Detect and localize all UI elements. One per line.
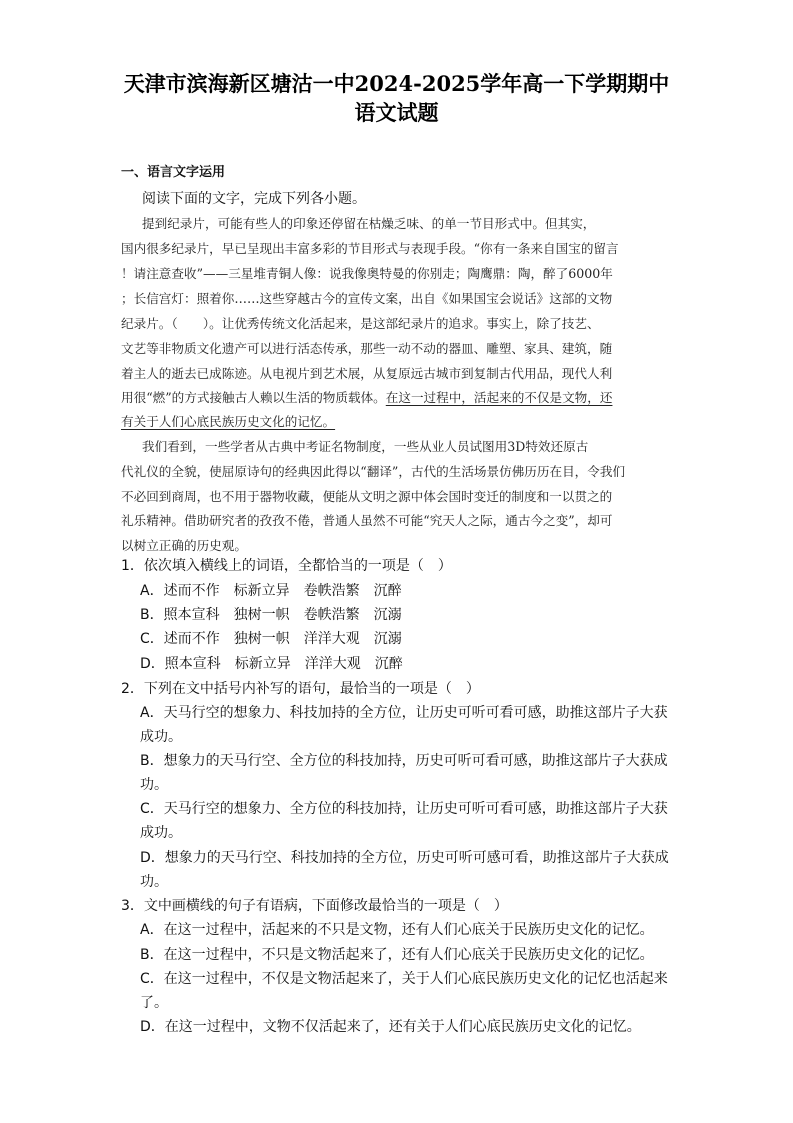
option-d: D．想象力的天马行空、科技加持的全方位，历史可听可感可看，助推这部片子大获成 <box>140 850 669 866</box>
passage-line: 不必回到商周，也不用于器物收藏，便能从文明之源中体会国时变迁的制度和一以贯之的 <box>121 489 613 504</box>
passage-line: 我们看到，一些学者从古典中考证名物制度，一些从业人员试图用3D特效还原古 <box>142 439 589 454</box>
section-heading: 一、语言文字运用 <box>121 165 226 180</box>
passage-line: 代礼仪的全貌，使屈原诗句的经典因此得以“翻译”，古代的生活场景仿佛历历在目，令我们 <box>121 464 626 479</box>
passage-line: 国内很多纪录片，早已呈现出丰富多彩的节目形式与表现手段。“你有一条来自国宝的留言 <box>121 241 619 256</box>
option-b: B．想象力的天马行空、全方位的科技加持，历史可听可看可感，助推这部片子大获成 <box>140 753 668 769</box>
option-c: C．述而不作 独树一帜 洋洋大观 沉溺 <box>140 631 402 647</box>
option-b: B．在这一过程中，不只是文物活起来了，还有人们心底关于民族历史文化的记忆。 <box>140 947 654 963</box>
option-a: A．天马行空的想象力、科技加持的全方位，让历史可听可看可感，助推这部片子大获 <box>140 705 668 721</box>
option-d: D．照本宣科 标新立异 洋洋大观 沉醉 <box>140 656 403 672</box>
option-c-cont: 了。 <box>140 995 168 1011</box>
option-b-cont: 功。 <box>140 777 168 793</box>
option-a-cont: 成功。 <box>140 729 182 745</box>
question-stem: 2．下列在文中括号内补写的语句，最恰当的一项是（ ） <box>121 681 480 697</box>
passage-line <box>121 389 612 407</box>
passage-line: 提到纪录片，可能有些人的印象还停留在枯燥乏味、的单一节目形式中。但其实， <box>142 216 596 231</box>
instruction-text: 阅读下面的文字，完成下列各小题。 <box>142 191 366 207</box>
passage-line: 文艺等非物质文化遗产可以进行活态传承，那些一动不动的器皿、雕塑、家具、建筑，随 <box>121 341 613 356</box>
option-c: C．天马行空的想象力、全方位的科技加持，让历史可听可看可感，助推这部片子大获 <box>140 801 668 817</box>
option-d: D．在这一过程中，文物不仅活起来了，还有关于人们心底民族历史文化的记忆。 <box>140 1019 641 1035</box>
passage-line: 礼乐精神。借助研究者的孜孜不倦，普通人虽然不可能“究天人之际，通古今之变”，却可 <box>121 513 613 528</box>
question-stem: 3．文中画横线的句子有语病，下面修改最恰当的一项是（ ） <box>121 898 508 914</box>
underlined-sentence: 有关于人们心底民族历史文化的记忆。 <box>121 414 336 429</box>
passage-line: 纪录片。（ ）。让优秀传统文化活起来，是这部纪录片的追求。事实上，除了技艺、 <box>121 316 600 331</box>
passage-line: 着主人的逝去已成陈迹。从电视片到艺术展，从复原远古城市到复制古代用品，现代人利 <box>121 366 613 381</box>
underlined-sentence: 在这一过程中，活起来的不仅是文物，还 <box>385 390 613 405</box>
exam-subtitle: 语文试题 <box>354 100 439 125</box>
option-d-cont: 功。 <box>140 874 168 890</box>
option-b: B．照本宣科 独树一帜 卷帙浩繁 沉溺 <box>140 607 402 623</box>
option-c-cont: 成功。 <box>140 825 182 841</box>
passage-line: 以树立正确的历史观。 <box>121 538 247 553</box>
passage-line: ！请注意查收”——三星堆青铜人像：说我像奥特曼的你别走；陶鹰鼎：陶，醉了6000年 <box>121 266 613 281</box>
option-a: A．述而不作 标新立异 卷帙浩繁 沉醉 <box>140 583 402 599</box>
passage-text: 用很“燃”的方式接触古人赖以生活的物质载体。 <box>121 390 386 405</box>
option-a: A．在这一过程中，活起来的不只是文物，还有人们心底关于民族历史文化的记忆。 <box>140 922 654 938</box>
option-c: C．在这一过程中，不仅是文物活起来了，关于人们心底民族历史文化的记忆也活起来 <box>140 971 668 987</box>
question-stem: 1．依次填入横线上的词语，全都恰当的一项是（ ） <box>121 558 452 574</box>
exam-title: 天津市滨海新区塘沽一中2024-2025学年高一下学期期中 <box>123 71 670 96</box>
passage-line: ；长信宫灯：照着你……这些穿越古今的宣传文案，出自《如果国宝会说话》这部的文物 <box>121 291 613 306</box>
